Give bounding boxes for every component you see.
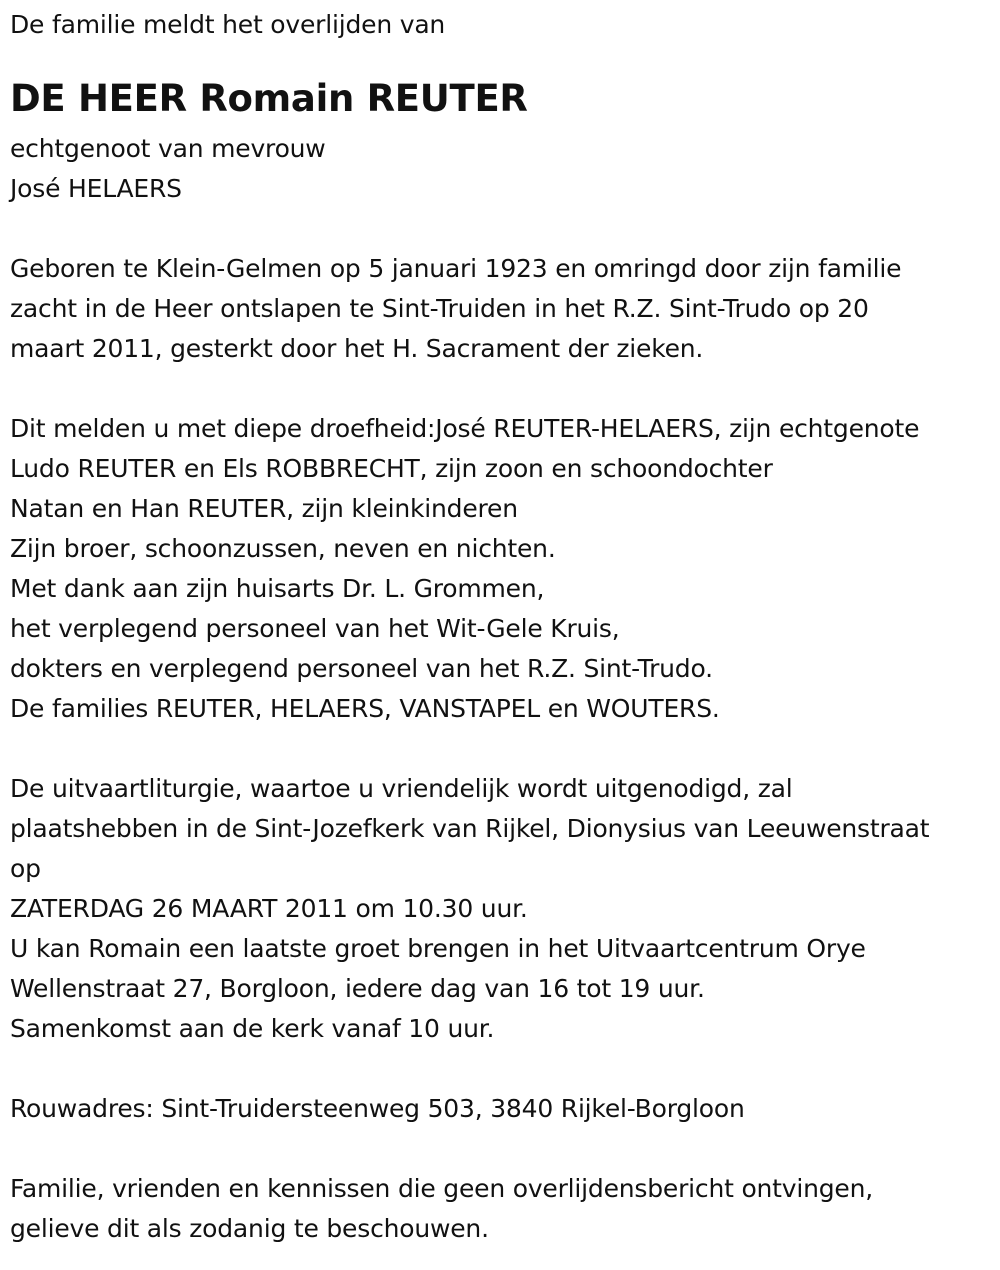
paragraph-line: Dit melden u met diepe droefheid:José REUTER-HELAERS, zijn echtgenote: [10, 414, 920, 443]
spouse-line: José HELAERS: [10, 174, 182, 203]
deceased-name: DE HEER Romain REUTER: [10, 77, 528, 120]
paragraph-line: plaatshebben in de Sint-Jozefkerk van Rijkel, Dionysius van Leeuwenstraat: [10, 814, 930, 843]
paragraph-line: dokters en verplegend personeel van het R.Z. Sint-Trudo.: [10, 654, 713, 683]
spacer: [10, 1129, 995, 1169]
birth-death-paragraph: [10, 249, 995, 369]
paragraph-line: Samenkomst aan de kerk vanaf 10 uur.: [10, 1014, 495, 1043]
paragraph-line: De families REUTER, HELAERS, VANSTAPEL en WOUTERS.: [10, 694, 720, 723]
paragraph-line: Ludo REUTER en Els ROBBRECHT, zijn zoon en schoondochter: [10, 454, 773, 483]
death-notice: [10, 0, 995, 1249]
spacer: [10, 729, 995, 769]
spouse-block: [10, 129, 995, 209]
spacer: [10, 1049, 995, 1089]
paragraph-line: maart 2011, gesterkt door het H. Sacrament der zieken.: [10, 334, 704, 363]
spacer: [10, 369, 995, 409]
paragraph-line: gelieve dit als zodanig te beschouwen.: [10, 1214, 489, 1243]
spacer: [10, 209, 995, 249]
paragraph-line: Familie, vrienden en kennissen die geen overlijdensbericht ontvingen,: [10, 1174, 874, 1203]
family-paragraph: [10, 409, 995, 729]
paragraph-line: De uitvaartliturgie, waartoe u vriendelijk wordt uitgenodigd, zal: [10, 774, 793, 803]
paragraph-line: het verplegend personeel van het Wit-Gele Kruis,: [10, 614, 620, 643]
spouse-line: echtgenoot van mevrouw: [10, 134, 326, 163]
paragraph-line: Natan en Han REUTER, zijn kleinkinderen: [10, 494, 518, 523]
mourning-address: Rouwadres: Sint-Truidersteenweg 503, 3840 Rijkel-Borgloon: [10, 1094, 745, 1123]
paragraph-line: zacht in de Heer ontslapen te Sint-Truiden in het R.Z. Sint-Trudo op 20: [10, 294, 869, 323]
paragraph-line: Geboren te Klein-Gelmen op 5 januari 1923 en omringd door zijn familie: [10, 254, 902, 283]
funeral-paragraph: [10, 769, 995, 1049]
intro-text: De familie meldt het overlijden van: [10, 10, 446, 39]
closing-paragraph: [10, 1169, 995, 1249]
paragraph-line: Wellenstraat 27, Borgloon, iedere dag van 16 tot 19 uur.: [10, 974, 705, 1003]
paragraph-line: op: [10, 854, 41, 883]
paragraph-line: Zijn broer, schoonzussen, neven en nichten.: [10, 534, 556, 563]
paragraph-line: ZATERDAG 26 MAART 2011 om 10.30 uur.: [10, 894, 528, 923]
paragraph-line: U kan Romain een laatste groet brengen in het Uitvaartcentrum Orye: [10, 934, 866, 963]
paragraph-line: Met dank aan zijn huisarts Dr. L. Grommen,: [10, 574, 545, 603]
